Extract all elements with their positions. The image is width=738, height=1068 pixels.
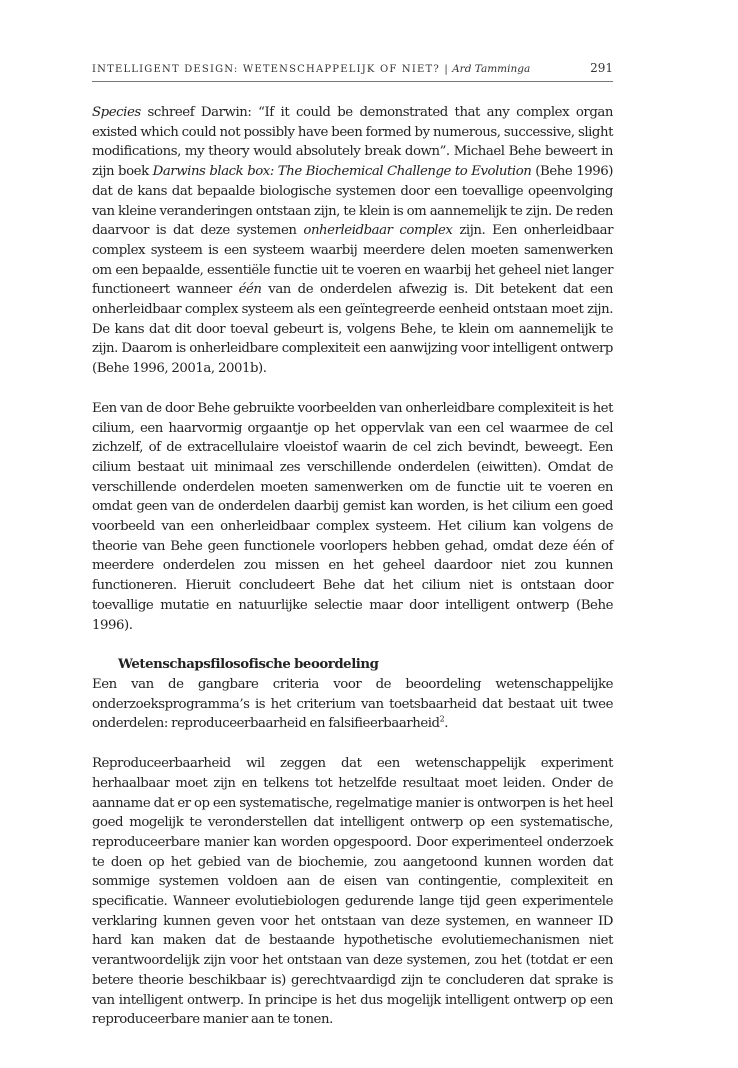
italic-species: Species	[92, 105, 141, 120]
paragraph-text: van de onderdelen afwezig is. Dit betekent dat een onherleidbaar complex systeem als een geïntegreerde eenheid ontstaan moet zijn. De kans dat dit door toeval gebeurt is, volgens Behe, te klein om aannemelijk te zijn. Daarom is onherleidbare complexiteit een aanwijzing voor intelligent ontwerp (Behe 1996, 2001a, 2001b).	[92, 282, 613, 377]
paragraph-text: zijn. Een onherleidbaar complex systeem is een systeem waarbij meerdere delen moeten samenwerken om een bepaalde, essentiële functie uit te voeren en waarbij het geheel niet langer functioneert wanneer	[92, 223, 613, 298]
author-name: Ard Tamminga	[452, 63, 531, 75]
book-title: Darwins black box: The Biochemical Challenge to Evolution	[152, 164, 532, 180]
section-block	[92, 655, 613, 734]
paragraph-end: .	[444, 716, 449, 732]
page-number: 291	[590, 61, 613, 75]
paragraph-text: (Behe 1996) dat de kans dat bepaalde biologische systemen door een toevallige opeenvolging van kleine veranderingen ontstaan zijn, te klein is om aannemelijk te zijn. De reden daarvoor is dat deze systemen	[92, 164, 613, 239]
body-text	[92, 103, 613, 1050]
footnote-marker: 2	[439, 714, 445, 724]
running-head	[92, 63, 613, 75]
paragraph-reproducibility: Reproduceerbaarheid wil zeggen dat een wetenschappelijk experiment herhaalbaar moet zijn en telkens tot hetzelfde resultaat moet leiden. Onder de aanname dat er op een systematische, regelmatige manier is ontworpen is het heel goed mogelijk te veronderstellen dat intelligent ontwerp op een systematische, reproduceerbare manier kan worden opgespoord. Door experimenteel onderzoek te doen op het gebied van de biochemie, zou aangetoond kunnen worden dat sommige systemen voldoen aan de eisen van contingentie, complexiteit en specificatie. Wanneer evolutiebiologen gedurende lange tijd geen experimentele verklaring kunnen geven voor het ontstaan van deze systemen, en wanneer ID hard kan maken dat de bestaande hypothetische evolutiemechanismen niet verantwoordelijk zijn voor het ontstaan van deze systemen, zou het (totdat er een betere theorie beschikbaar is) gerechtvaardigd zijn te concluderen dat sprake is van intelligent ontwerp. In principe is het dus mogelijk intelligent ontwerp op een reproduceerbare manier aan te tonen.	[92, 756, 613, 1028]
italic-een: één	[238, 282, 262, 298]
header-rule	[92, 81, 613, 82]
italic-term: onherleidbaar complex	[303, 223, 453, 239]
paragraph-criteria: Een van de gangbare criteria voor de beoordeling wetenschappelijke onderzoeksprogramma’s is het criterium van toetsbaarheid dat bestaat uit twee onderdelen: reproduceerbaarheid en falsifieerbaarheid	[92, 676, 613, 732]
running-title: INTELLIGENT DESIGN: WETENSCHAPPELIJK OF NIET?	[92, 64, 440, 75]
section-heading: Wetenschapsfilosofische beoordeling	[118, 657, 379, 673]
header-separator: |	[444, 64, 448, 75]
paragraph-darwin-behe	[92, 103, 613, 379]
paragraph-text: schreef Darwin: “If it could be demonstrated that any complex organ existed which could not possibly have been formed by numerous, successive, slight modifications, my theory would absolutely break down”. Michael Behe beweert in zijn boek	[92, 105, 613, 180]
paragraph-cilium: Een van de door Behe gebruikte voorbeelden van onherleidbare complexiteit is het cilium, een haarvormig orgaantje op het oppervlak van een cel waarmee de cel zichzelf, of de extracellulaire vloeistof waarin de cel zich bevindt, beweegt. Een cilium bestaat uit minimaal zes verschillende onderdelen (eiwitten). Omdat de verschillende onderdelen moeten samenwerken om de functie uit te voeren en omdat geen van de onderdelen daarbij gemist kan worden, is het cilium een goed voorbeeld van een onherleidbaar complex systeem. Het cilium kan volgens de theorie van Behe geen functionele voorlopers hebben gehad, omdat deze één of meerdere onderdelen zou missen en het geheel daardoor niet zou kunnen functioneren. Hieruit concludeert Behe dat het cilium niet is ontstaan door toevallige mutatie en natuurlijke selectie maar door intelligent ontwerp (Behe 1996).	[92, 400, 613, 633]
